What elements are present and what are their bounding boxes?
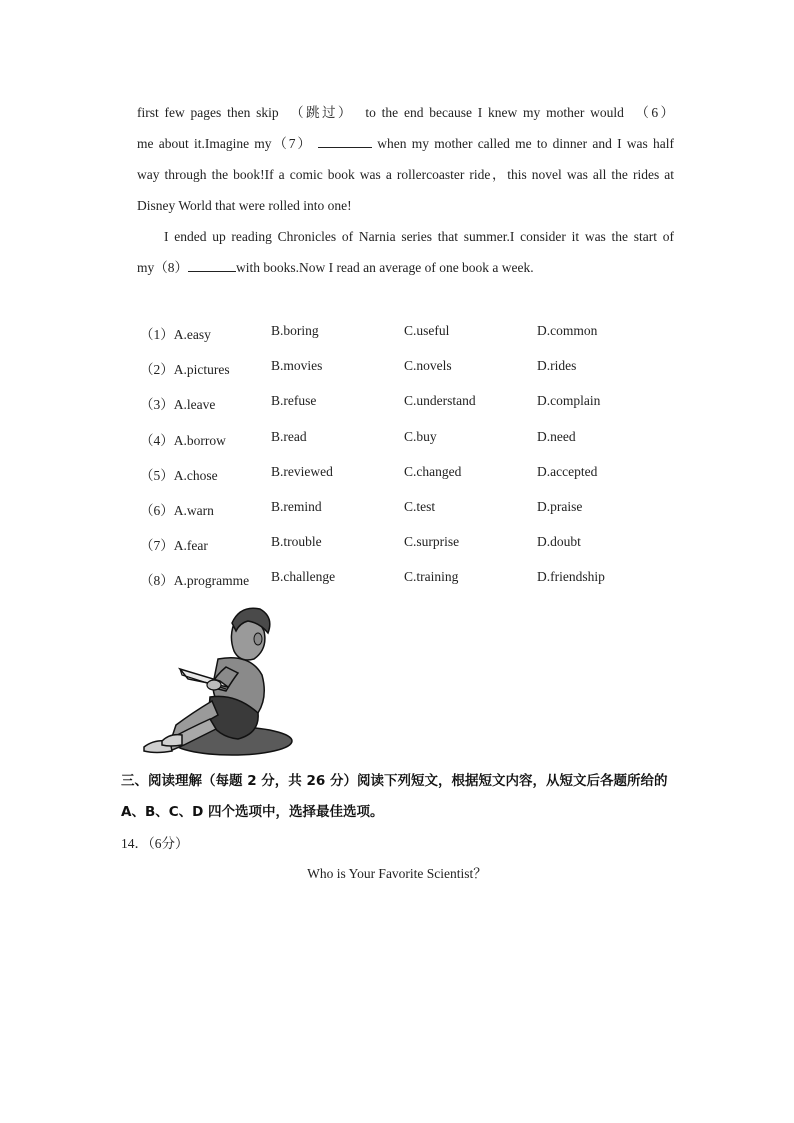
option-a[interactable]: （4）A.borrow xyxy=(140,432,226,448)
option-a[interactable]: （1）A.easy xyxy=(140,327,211,342)
option-b[interactable]: B.read xyxy=(271,428,307,444)
passage-line: Disney World that were rolled into one! xyxy=(137,198,352,213)
option-d[interactable]: D.praise xyxy=(537,498,583,514)
option-c[interactable]: C.changed xyxy=(404,463,462,479)
boy-reading-book-icon xyxy=(140,601,296,757)
option-b[interactable]: B.reviewed xyxy=(271,463,333,479)
option-c[interactable]: C.useful xyxy=(404,323,450,338)
blank-7[interactable] xyxy=(318,135,372,148)
option-d[interactable]: D.accepted xyxy=(537,463,598,479)
option-c[interactable]: C.understand xyxy=(404,393,476,409)
passage-text: me about it.Imagine my（7） xyxy=(137,136,313,151)
option-d[interactable]: D.common xyxy=(537,323,598,338)
option-b[interactable]: B.boring xyxy=(271,323,319,338)
option-b[interactable]: B.challenge xyxy=(271,569,336,585)
option-c[interactable]: C.buy xyxy=(404,428,437,444)
passage-line xyxy=(137,128,674,159)
option-a[interactable]: （2）A.pictures xyxy=(140,362,230,378)
passage-line: first few pages then skip （跳过） to the end because I knew my mother would （6） xyxy=(137,105,674,120)
passage-line xyxy=(137,252,674,283)
option-b[interactable]: B.trouble xyxy=(271,534,322,550)
option-b[interactable]: B.remind xyxy=(271,498,322,514)
option-d[interactable]: D.rides xyxy=(537,358,577,374)
option-row xyxy=(140,388,660,423)
section-heading-line-1: 三、阅读理解（每题 2 分，共 26 分）阅读下列短文，根据短文内容，从短文后各题所给的 xyxy=(121,773,668,789)
option-a[interactable]: （5）A.chose xyxy=(140,467,218,483)
option-d[interactable]: D.need xyxy=(537,428,576,444)
option-c[interactable]: C.surprise xyxy=(404,534,460,550)
option-a[interactable]: （3）A.leave xyxy=(140,397,216,413)
passage-text: when my mother called me to dinner and I was half xyxy=(377,136,675,151)
option-a[interactable]: （7）A.fear xyxy=(140,538,208,554)
option-d[interactable]: D.doubt xyxy=(537,534,581,550)
option-a[interactable]: （8）A.programme xyxy=(140,573,250,589)
option-d[interactable]: D.complain xyxy=(537,393,601,409)
question-number: 14．（6分） xyxy=(121,836,189,851)
passage-paragraph-1 xyxy=(137,97,674,221)
blank-8[interactable] xyxy=(188,259,236,272)
option-c[interactable]: C.training xyxy=(404,569,459,585)
option-row xyxy=(140,318,660,353)
passage-text: with books.Now I read an average of one book a week. xyxy=(236,260,534,275)
option-b[interactable]: B.refuse xyxy=(271,393,317,409)
passage-line: I ended up reading Chronicles of Narnia series that summer.I consider it was the start of xyxy=(164,229,674,244)
passage-title: Who is Your Favorite Scientist？ xyxy=(307,866,487,881)
option-a[interactable]: （6）A.warn xyxy=(140,502,214,518)
option-row xyxy=(140,494,660,529)
section-heading-line-2: A、B、C、D 四个选项中，选择最佳选项。 xyxy=(121,804,384,820)
option-b[interactable]: B.movies xyxy=(271,358,323,374)
passage-text: my（8） xyxy=(137,260,189,275)
option-c[interactable]: C.novels xyxy=(404,358,452,374)
option-row xyxy=(140,353,660,388)
option-row xyxy=(140,459,660,494)
option-row xyxy=(140,564,660,599)
option-c[interactable]: C.test xyxy=(404,498,436,514)
passage-line: way through the book!If a comic book was a rollercoaster ride，this novel was all the rides at xyxy=(137,167,674,182)
option-row xyxy=(140,424,660,459)
passage-paragraph-2 xyxy=(137,221,674,283)
option-row xyxy=(140,529,660,564)
options-list xyxy=(140,318,660,600)
option-d[interactable]: D.friendship xyxy=(537,569,605,585)
